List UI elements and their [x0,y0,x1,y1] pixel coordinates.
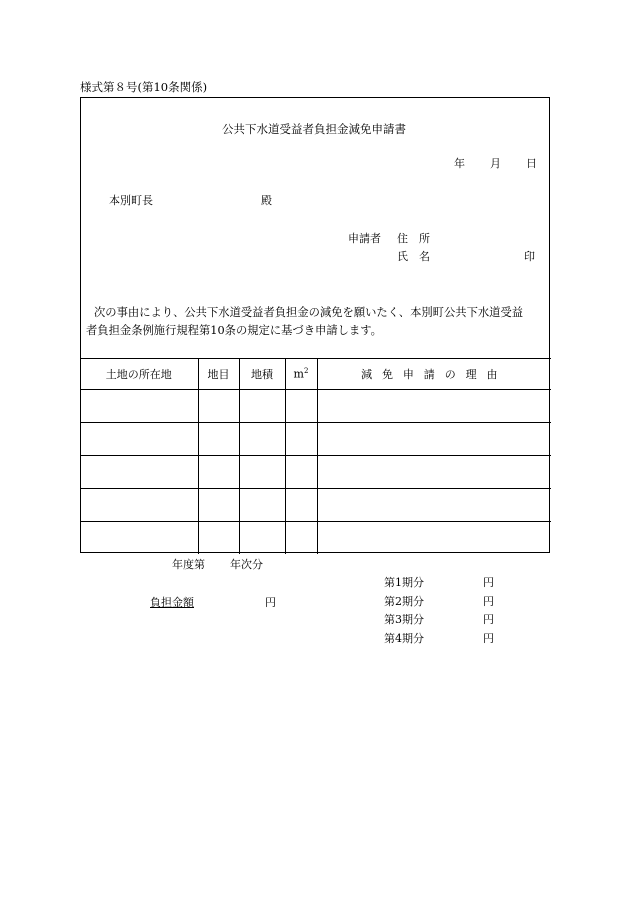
installment-3-unit: 円 [483,613,494,626]
cell-area-decimal[interactable] [285,489,317,522]
installment-1-label: 第1期分 [384,576,424,589]
cell-area[interactable] [239,489,285,522]
table-row [80,390,551,423]
installment-2-label: 第2期分 [384,595,424,608]
cell-area-decimal[interactable] [285,522,317,555]
burden-amount-label: 負担金額 [150,596,194,609]
header-reason: 減免申請の理由 [317,359,551,390]
table-row [80,456,551,489]
header-location: 土地の所在地 [80,359,198,390]
cell-reason[interactable] [317,489,551,522]
form-number: 様式第８号(第10条関係) [80,80,208,94]
cell-land-category[interactable] [198,390,239,423]
seal-mark: 印 [524,250,535,263]
header-area: 地積 [239,359,285,390]
table-row [80,423,551,456]
header-land-category: 地目 [198,359,239,390]
cell-land-category[interactable] [198,456,239,489]
installment-2-unit: 円 [483,595,494,608]
cell-land-category[interactable] [198,489,239,522]
table-row [80,489,551,522]
applicant-address-label: 住 所 [397,232,430,245]
cell-location[interactable] [80,522,198,555]
cell-area-decimal[interactable] [285,456,317,489]
date-month: 月 [490,157,501,170]
land-table [80,358,551,554]
application-form [80,97,550,553]
cell-location[interactable] [80,423,198,456]
form-title: 公共下水道受益者負担金減免申請書 [222,122,406,136]
cell-area-decimal[interactable] [285,423,317,456]
cell-reason[interactable] [317,456,551,489]
table-row [80,522,551,555]
cell-area[interactable] [239,456,285,489]
cell-reason[interactable] [317,390,551,423]
date-year: 年 [454,157,465,170]
table-header-row [80,359,551,390]
addressee-name: 本別町長 [109,194,153,207]
installment-4-label: 第4期分 [384,632,424,645]
cell-location[interactable] [80,489,198,522]
cell-location[interactable] [80,456,198,489]
cell-area[interactable] [239,390,285,423]
cell-reason[interactable] [317,423,551,456]
cell-location[interactable] [80,390,198,423]
applicant-name-label: 氏 名 [397,250,430,263]
cell-land-category[interactable] [198,423,239,456]
date-day: 日 [526,157,537,170]
cell-area[interactable] [239,423,285,456]
header-unit: $m^2$ [285,359,317,390]
installment-1-unit: 円 [483,576,494,589]
cell-land-category[interactable] [198,522,239,555]
installment-3-label: 第3期分 [384,613,424,626]
installment-4-unit: 円 [483,632,494,645]
body-text-line2: 者負担金条例施行規程第10条の規定に基づき申請します。 [86,324,382,337]
cell-reason[interactable] [317,522,551,555]
fiscal-period-label: 年次分 [230,558,263,571]
body-text-line1: 次の事由により、公共下水道受益者負担金の減免を願いたく、本別町公共下水道受益 [94,306,524,319]
addressee-honorific: 殿 [261,194,272,207]
burden-amount-line [150,597,277,608]
cell-area-decimal[interactable] [285,390,317,423]
burden-amount-unit: 円 [265,596,276,609]
applicant-label: 申請者 [348,232,381,245]
cell-area[interactable] [239,522,285,555]
fiscal-year-label: 年度第 [172,558,205,571]
